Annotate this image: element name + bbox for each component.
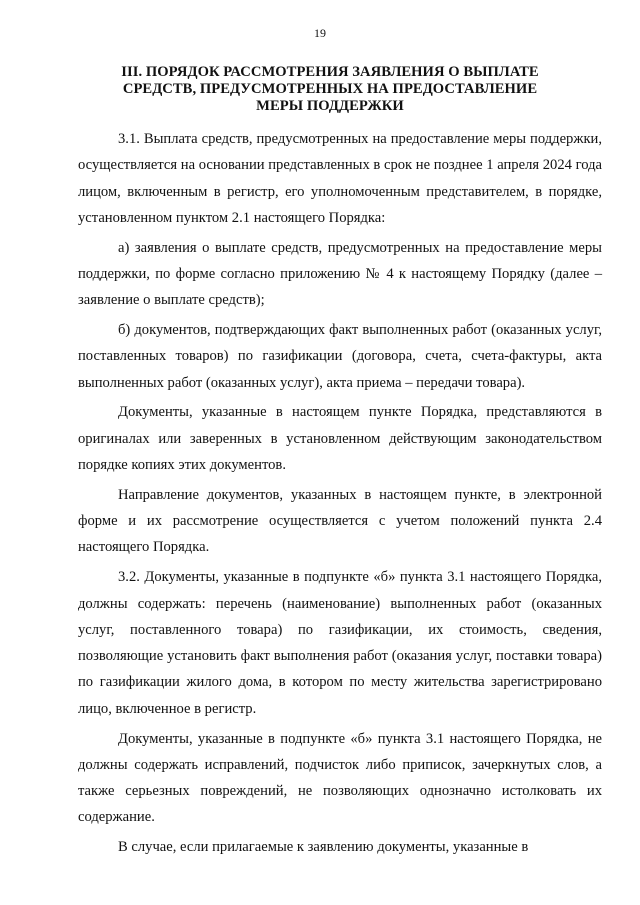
section-heading-line-1: III. ПОРЯДОК РАССМОТРЕНИЯ ЗАЯВЛЕНИЯ О ВЫПЛАТЕ (121, 64, 539, 80)
paragraph-electronic-form: Направление документов, указанных в настоящем пункте, в электронной форме и их рассмотрение осуществляется с учетом положений пункта 2.4 настоящего Порядка. (78, 486, 602, 556)
paragraph-3-1: 3.1. Выплата средств, предусмотренных на предоставление меры поддержки, осуществляется на основании представленных в срок не позднее 1 апреля 2024 года лицом, включенным в регистр, его уполномоченным представителем, в порядке, установленном пунктом 2.1 настоящего Порядка: (78, 131, 602, 226)
section-heading-line-2: СРЕДСТВ, ПРЕДУСМОТРЕННЫХ НА ПРЕДОСТАВЛЕНИЕ (122, 81, 538, 97)
paragraph-originals: Документы, указанные в настоящем пункте Порядка, представляются в оригиналах или заверенных в установленном действующим законодательством порядке копиях этих документов. (78, 404, 602, 474)
paragraph-3-1-b: б) документов, подтверждающих факт выполненных работ (оказанных услуг, поставленных товаров) по газификации (договора, счета, счета-фактуры, акта выполненных работ (оказанных услуг), акта приема – передачи товара). (78, 322, 602, 391)
paragraph-3-1-a: а) заявления о выплате средств, предусмотренных на предоставление меры поддержки, по форме согласно приложению № 4 к настоящему Порядку (далее – заявление о выплате средств); (78, 239, 602, 309)
section-heading (100, 64, 560, 115)
section-heading-line-3: МЕРЫ ПОДДЕРЖКИ (256, 98, 404, 114)
paragraph-in-case: В случае, если прилагаемые к заявлению документы, указанные в (118, 839, 529, 856)
paragraph-no-corrections: Документы, указанные в подпункте «б» пункта 3.1 настоящего Порядка, не должны содержать исправлений, подчисток либо приписок, зачеркнутых слов, а также серьезных повреждений, не позволяющих однозначно истолковать их содержание. (78, 730, 602, 826)
document-body (78, 126, 602, 864)
paragraph-3-2: 3.2. Документы, указанные в подпункте «б» пункта 3.1 настоящего Порядка, должны содержать: перечень (наименование) выполненных работ (оказанных услуг, поставленного товара) по газификации, их стоимость, сведения, позволяющие установить факт выполнения работ (оказания услуг, поставки товара) по газификации жилого дома, в котором по месту жительства зарегистрировано лицо, включенное в регистр. (78, 569, 602, 717)
page-number: 19 (314, 26, 326, 40)
